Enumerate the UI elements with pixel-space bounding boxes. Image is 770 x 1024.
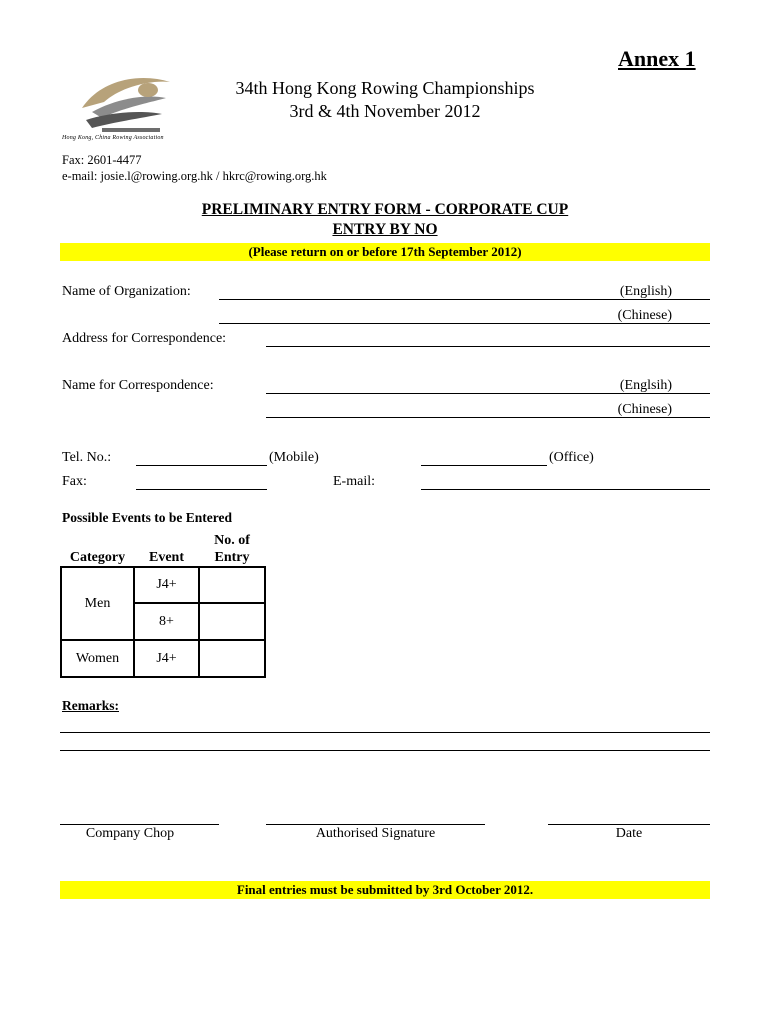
events-heading: Possible Events to be Entered [62, 510, 233, 525]
event-women-j4: J4+ [134, 640, 199, 677]
chinese-label-2: (Chinese) [617, 402, 672, 417]
form-title: PRELIMINARY ENTRY FORM - CORPORATE CUP [201, 201, 569, 218]
annex-label: Annex 1 [618, 46, 696, 71]
signature-label: Authorised Signature [315, 826, 436, 841]
rowing-association-logo [62, 68, 180, 144]
tel-label: Tel. No.: [62, 450, 112, 465]
entry-women-j4-field[interactable] [199, 640, 265, 677]
remarks-line-2[interactable] [60, 750, 710, 751]
address-field[interactable] [266, 346, 710, 347]
english-label: (English) [619, 284, 672, 299]
events-table [60, 527, 266, 678]
english-label-2: (Englsih) [619, 378, 672, 393]
email-field[interactable] [421, 489, 710, 490]
company-chop-label: Company Chop [85, 826, 175, 841]
logo-caption: Hong Kong, China Rowing Association [62, 135, 164, 141]
correspondence-name-label: Name for Correspondence: [62, 378, 214, 393]
remarks-label: Remarks: [62, 698, 119, 713]
mobile-label: (Mobile) [269, 450, 319, 465]
entry-men-8-field[interactable] [199, 603, 265, 640]
fax-field[interactable] [136, 489, 267, 490]
company-chop-field[interactable] [60, 824, 219, 825]
mobile-field[interactable] [136, 465, 267, 466]
entry-men-j4-field[interactable] [199, 567, 265, 603]
address-label: Address for Correspondence: [62, 331, 227, 346]
fax-number: Fax: 2601-4477 [62, 153, 142, 167]
form-subtitle: ENTRY BY NO [332, 221, 438, 238]
chinese-label: (Chinese) [617, 308, 672, 323]
col-event: Event [149, 550, 184, 565]
signature-field[interactable] [266, 824, 485, 825]
date-label: Date [615, 826, 643, 841]
event-dates: 3rd & 4th November 2012 [289, 101, 481, 121]
date-field[interactable] [548, 824, 710, 825]
remarks-line-1[interactable] [60, 732, 710, 733]
email-label: E-mail: [333, 474, 375, 489]
col-category: Category [69, 550, 126, 565]
fax-label: Fax: [62, 474, 87, 489]
event-men-j4: J4+ [134, 567, 199, 603]
form-title-block [60, 200, 710, 240]
deadline-notice: (Please return on or before 17th September 2012) [60, 243, 710, 261]
office-label: (Office) [549, 450, 594, 465]
event-men-8: 8+ [134, 603, 199, 640]
event-title: 34th Hong Kong Rowing Championships [235, 78, 535, 98]
contact-email: e-mail: josie.l@rowing.org.hk / hkrc@rowing.org.hk [62, 169, 327, 183]
final-entries-notice: Final entries must be submitted by 3rd October 2012. [60, 881, 710, 899]
col-entry: No. of Entry [214, 533, 250, 565]
category-women: Women [61, 640, 134, 677]
office-field[interactable] [421, 465, 547, 466]
category-men: Men [61, 567, 134, 640]
organization-label: Name of Organization: [62, 284, 191, 299]
event-title-block [180, 77, 590, 123]
